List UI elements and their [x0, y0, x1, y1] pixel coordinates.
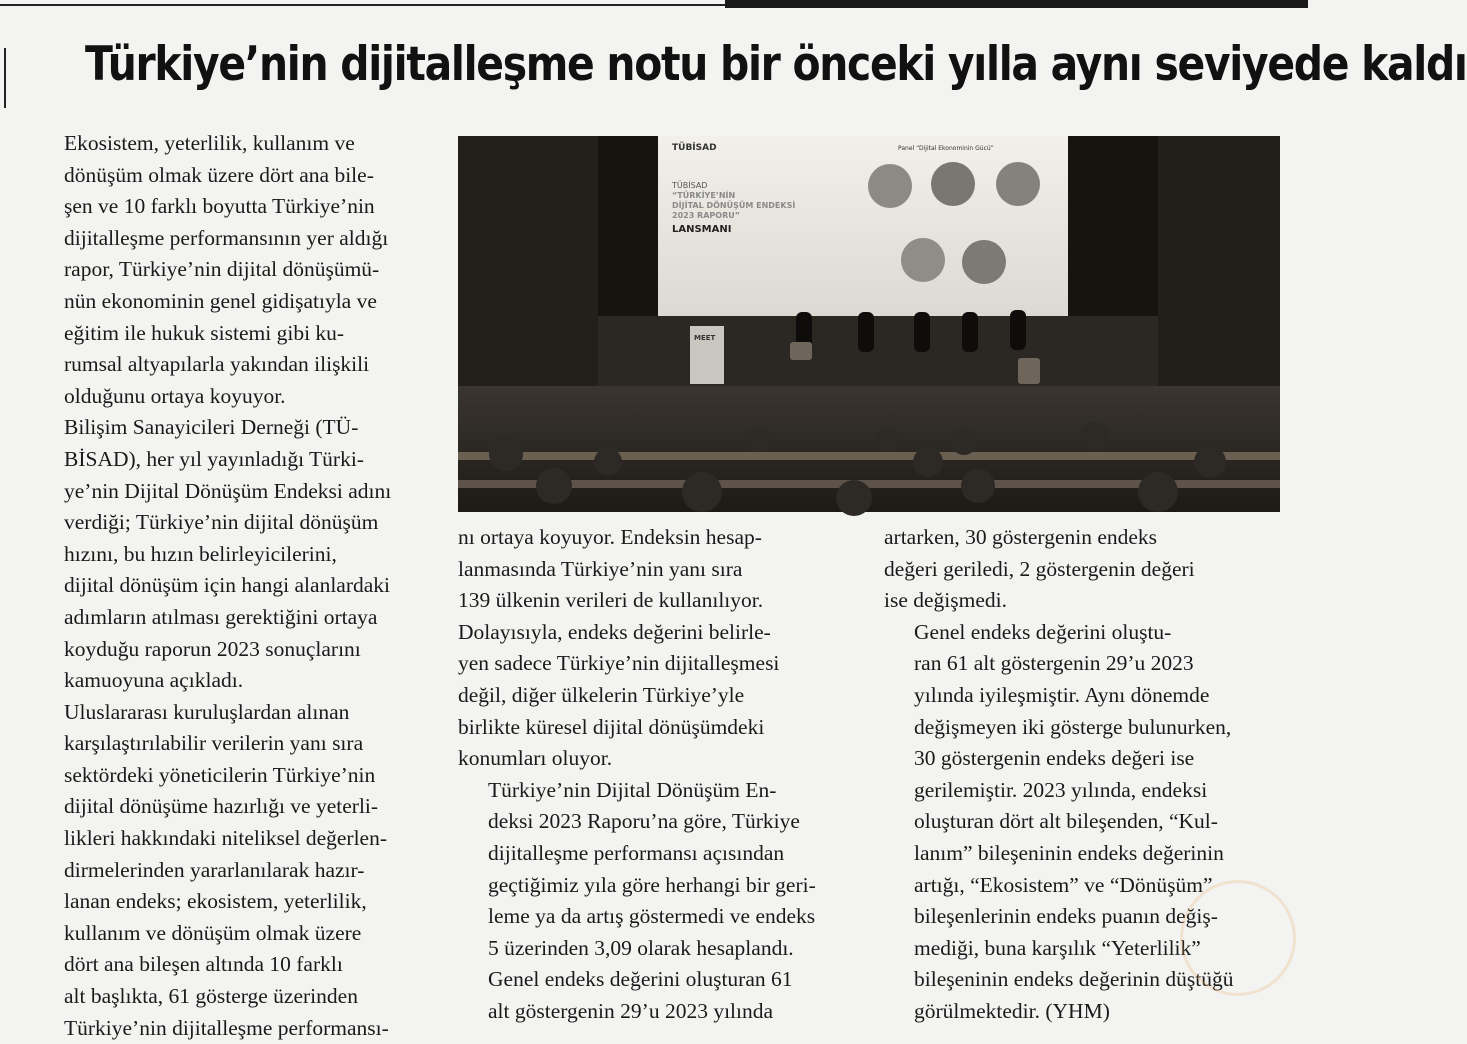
text-line: Uluslararası kuruluşlardan alınan: [64, 699, 350, 724]
screen-sublogo: TÜBİSAD: [672, 181, 708, 190]
text-line: nün ekonominin genel gidişatıyla ve: [64, 288, 377, 313]
text-line: dijitalleşme performansı açısından: [488, 840, 785, 865]
text-line: Ekosistem, yeterlilik, kullanım ve: [64, 131, 355, 155]
paragraph: [884, 522, 1284, 617]
text-line: alt göstergenin 29’u 2023 yılında: [488, 998, 774, 1023]
top-black-bar: [725, 0, 1308, 8]
panelist: [962, 312, 978, 352]
text-line: rapor, Türkiye’nin dijital dönüşümü-: [64, 257, 380, 282]
stage-backdrop: [598, 316, 1158, 386]
text-line: Dolayısıyla, endeks değerini belirle-: [458, 619, 771, 644]
text-line: yılında iyileşmiştir. Aynı dönemde: [914, 682, 1210, 707]
audience-head: [594, 448, 622, 476]
paragraph: [34, 412, 434, 696]
audience-head: [1080, 422, 1108, 450]
column-rule: [4, 48, 6, 108]
text-line: Türkiye’nin dijitalleşme performansı-: [64, 1015, 389, 1040]
text-line: dönüşüm olmak üzere dört ana bile-: [64, 162, 374, 187]
text-line: değil, diğer ülkelerin Türkiye’yle: [458, 682, 745, 707]
text-line: hızını, bu hızın belirleyicilerini,: [64, 541, 337, 566]
audience-head: [682, 472, 722, 512]
text-line: Bilişim Sanayicileri Derneği (TÜ-: [64, 415, 359, 440]
text-line: ise değişmedi.: [884, 588, 1008, 613]
text-line: leme ya da artış göstermedi ve endeks: [488, 904, 816, 929]
paragraph: [34, 697, 434, 1044]
text-line: 139 ülkenin verileri de kullanılıyor.: [458, 588, 764, 613]
speaker-portrait: [901, 238, 945, 282]
text-line: koyduğu raporun 2023 sonuçlarını: [64, 636, 361, 661]
text-line: dijital dönüşüm için hangi alanlardaki: [64, 573, 391, 598]
text-line: lanmasında Türkiye’nin yanı sıra: [458, 556, 743, 581]
top-rule: [0, 4, 725, 6]
text-line: ran 61 alt göstergenin 29’u 2023: [914, 651, 1194, 676]
podium-label: MEET: [694, 334, 716, 342]
panelist: [914, 312, 930, 352]
text-line: karşılaştırılabilir verilerin yanı sıra: [64, 731, 364, 756]
text-line: sektördeki yöneticilerin Türkiye’nin: [64, 762, 376, 787]
text-line: dirmelerinden yararlanılarak hazır-: [64, 857, 365, 882]
text-line: verdiği; Türkiye’nin dijital dönüşüm: [64, 510, 379, 535]
screen-title-line: DİJİTAL DÖNÜŞÜM ENDEKSİ: [672, 201, 796, 210]
audience-head: [913, 447, 943, 477]
text-line: değeri geriledi, 2 göstergenin değeri: [884, 556, 1195, 581]
speaker-portrait: [962, 240, 1006, 284]
text-line: gerilemiştir. 2023 yılında, endeksi: [914, 777, 1208, 802]
text-line: rumsal altyapılarla yakından ilişkili: [64, 352, 370, 377]
audience-head: [961, 469, 995, 503]
text-line: değişmeyen iki gösterge bulunurken,: [914, 714, 1232, 739]
text-line: geçtiğimiz yıla göre herhangi bir geri-: [488, 872, 816, 897]
text-line: 5 üzerinden 3,09 olarak hesaplandı.: [488, 935, 794, 960]
text-line: Türkiye’nin Dijital Dönüşüm En-: [488, 777, 777, 802]
text-line: lanım” bileşeninin endeks değerinin: [914, 840, 1224, 865]
paragraph: [458, 522, 868, 775]
photo-illustration: [458, 136, 1280, 512]
watermark-circle: [1180, 880, 1296, 996]
screen-panel-title: Panel “Dijital Ekonominin Gücü”: [898, 145, 994, 152]
seat-row: [458, 452, 1280, 460]
speaker-portrait: [931, 162, 975, 206]
text-line: kamuoyuna açıkladı.: [64, 668, 244, 693]
text-line: dijitalleşme performansının yer aldığı: [64, 225, 389, 250]
panelist: [1010, 310, 1026, 350]
screen-title-line: 2023 RAPORU”: [672, 211, 740, 220]
audience-head: [1138, 472, 1178, 512]
text-line: deksi 2023 Raporu’na göre, Türkiye: [488, 809, 800, 834]
text-line: Genel endeks değerini oluştu-: [914, 619, 1172, 644]
paragraph: [34, 128, 434, 412]
text-line: 30 göstergenin endeks değeri ise: [914, 746, 1195, 771]
text-line: bileşenlerinin endeks puanın değiş-: [914, 904, 1218, 929]
text-line: olduğunu ortaya koyuyor.: [64, 383, 286, 408]
text-line: alt başlıkta, 61 gösterge üzerinden: [64, 984, 358, 1009]
text-line: Genel endeks değerini oluşturan 61: [488, 967, 793, 992]
audience-head: [1194, 446, 1226, 478]
text-line: mediği, buna karşılık “Yeterlilik”: [914, 935, 1201, 960]
speaker-portrait: [996, 162, 1040, 206]
text-line: dört ana bileşen altında 10 farklı: [64, 952, 343, 977]
text-line: oluşturan dört alt bileşenden, “Kul-: [914, 809, 1218, 834]
audience-head: [536, 468, 572, 504]
text-line: şen ve 10 farklı boyutta Türkiye’nin: [64, 194, 375, 219]
text-line: likleri hakkındaki niteliksel değerlen-: [64, 826, 387, 851]
audience-head: [836, 480, 872, 516]
audience-head: [746, 428, 770, 452]
text-line: bileşeninin endeks değerinin düştüğü: [914, 967, 1234, 992]
text-line: konumları oluyor.: [458, 746, 613, 771]
headline: Türkiye’nin dijitalleşme notu bir önceki yılla aynı seviyede kaldı: [85, 37, 1467, 92]
text-line: lanan endeks; ekosistem, yeterlilik,: [64, 889, 367, 914]
chair: [1018, 358, 1040, 384]
screen-event: LANSMANI: [672, 224, 732, 235]
speaker-portrait: [868, 164, 912, 208]
panelist: [858, 312, 874, 352]
audience-head: [876, 428, 900, 452]
text-line: artığı, “Ekosistem” ve “Dönüşüm”: [914, 872, 1213, 897]
chair: [790, 342, 812, 360]
screen-title-line: “TÜRKİYE’NİN: [672, 191, 736, 200]
text-line: artarken, 30 göstergenin endeks: [884, 525, 1158, 549]
text-line: dijital dönüşüme hazırlığı ve yeterli-: [64, 794, 379, 819]
text-line: kullanım ve dönüşüm olmak üzere: [64, 920, 362, 945]
text-line: ye’nin Dijital Dönüşüm Endeksi adını: [64, 478, 392, 503]
column-1: [34, 128, 434, 1044]
column-2: [458, 522, 868, 1028]
screen-logo: TÜBİSAD: [672, 143, 717, 153]
text-line: birlikte küresel dijital dönüşümdeki: [458, 714, 765, 739]
paragraph: [458, 775, 868, 1028]
text-line: adımların atılması gerektiğini ortaya: [64, 604, 378, 629]
text-line: nı ortaya koyuyor. Endeksin hesap-: [458, 525, 762, 549]
text-line: BİSAD), her yıl yayınladığı Türki-: [64, 446, 364, 471]
audience-head: [489, 437, 523, 471]
text-line: yen sadece Türkiye’nin dijitalleşmesi: [458, 651, 780, 676]
text-line: eğitim ile hukuk sistemi gibi ku-: [64, 320, 345, 345]
text-line: görülmektedir. (YHM): [914, 998, 1110, 1023]
audience-head: [951, 429, 977, 455]
event-photo: [458, 136, 1280, 512]
